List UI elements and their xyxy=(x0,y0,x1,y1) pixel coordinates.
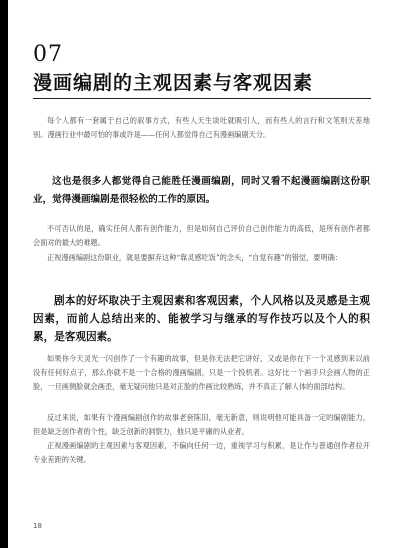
title-divider xyxy=(33,98,371,99)
paragraph-5: 反过来说，如果有个漫画编剧创作的故事老套陈旧，毫无新意，则说明他可能具备一定的编剧能力，但是缺乏创作者的个性，缺乏创新的洞察力，他只是平庸的从业者。 xyxy=(33,413,370,436)
page-edge-bar xyxy=(0,0,8,548)
callout-2: 剧本的好坏取决于主观因素和客观因素，个人风格以及灵感是主观因素，而前人总结出来的、能被学习与继承的写作技巧以及个人的积累，是客观因素。 xyxy=(33,295,370,343)
callout-1: 这也是很多人都觉得自己能胜任漫画编剧，同时又看不起漫画编剧这份职业，觉得漫画编剧是很轻松的工作的原因。 xyxy=(33,176,370,205)
paragraph-3: 正视漫画编剧这份职业，就是要摒弃这种“靠灵感吃饭”的念头，“自觉有趣”的错觉，要明确： xyxy=(47,253,343,262)
chapter-number: 07 xyxy=(33,42,63,67)
paragraph-4: 如果你今天灵光一闪创作了一个有趣的故事，但是你无法把它讲好，又或是你在下一个灵感到来以前没有任何好点子，那么你就不是一个合格的漫画编剧，只是一个投机者。这好比一个画手只会画人物的正脸，一旦画侧脸就会画歪，毫无疑问他只是对正脸的作画比较熟练，并不真正了解人体的面部结构。 xyxy=(33,354,370,391)
paragraph-2: 不可否认的是，确实任何人都有创作能力，但是如何自己评价自己创作能力的高低，是所有创作者都会面对的最大的难题。 xyxy=(33,224,370,247)
paragraph-1: 每个人都有一套属于自己的叙事方式，有些人天生谈吐就吸引人，而有些人的言行和文笔则天差地别。漫画行业中最可怕的事或许是——任何人都觉得自己有漫画编剧天分。 xyxy=(33,116,370,139)
chapter-title: 漫画编剧的主观因素与客观因素 xyxy=(33,72,314,94)
paragraph-6: 正视漫画编剧的主观因素与客观因素，不偏向任何一边，重视学习与积累，是让作与普通创作者拉开专业差距的关键。 xyxy=(33,441,370,464)
page-number: 18 xyxy=(33,522,42,530)
